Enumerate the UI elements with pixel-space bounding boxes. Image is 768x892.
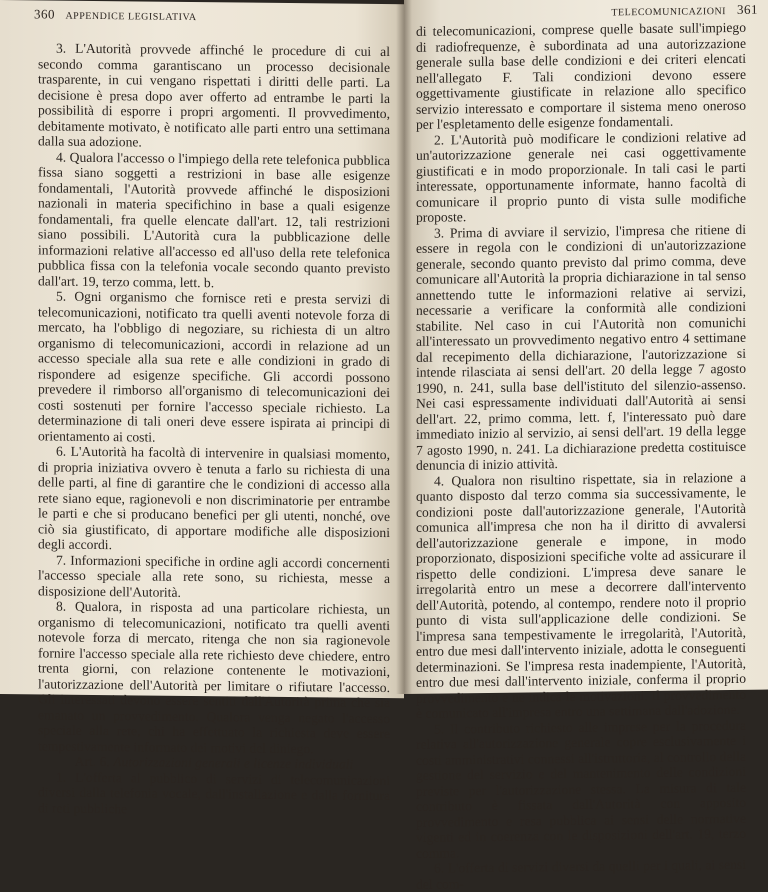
running-head-right bbox=[611, 2, 758, 20]
paragraph: 6. L'offerta di servizi diversi da quelli per i quali, ai sensi del com- bbox=[416, 856, 746, 892]
paragraph: 7. Informazioni specifiche in ordine agli accordi concernenti l'accesso speciale alla rete sono, su richiesta, messe a disposizione dell'Autorità. bbox=[38, 552, 390, 600]
paragraph: 8. Qualora, in risposta ad una particolare richiesta, un organismo di telecomunicazioni, notificato tra quelli aventi notevole forza di mercato, ritenga che non sia ragionevole fornire l'accesso speciale alla rete richiesto deve chiedere, entro trenta giorni, con relazione contenente le motivazioni, l'autorizzazione dell'Autorità per limitare o rifiutare l'accesso. Gli interessati devono essere sentiti dall'Autorità prima che sia emanato un provvedimento. Qualora venga negato l'accesso speciale alla rete, chi ha effettuato la richiesta deve essere tempestivamente informato dei motivi del diniego. bbox=[38, 598, 390, 756]
page-number-left: 360 bbox=[34, 6, 55, 22]
page-number-right: 361 bbox=[737, 1, 758, 17]
article-number: Art. 6. bbox=[74, 753, 110, 770]
left-page bbox=[0, 0, 404, 816]
left-text-column bbox=[38, 40, 390, 819]
paragraph: 1. L'offerta al pubblico di servizi di telecomunicazioni diversi dalla telefonia vocale, dall'installazione e dalla fornitura di reti pubbliche bbox=[38, 769, 390, 816]
running-head-left bbox=[34, 6, 197, 24]
right-page bbox=[404, 0, 768, 892]
article-title: Autorizzazioni generali e licenze individuali bbox=[113, 754, 354, 772]
paragraph: 3. L'Autorità provvede affinché le procedure di cui al secondo comma garantiscano un processo decisionale trasparente, in cui vengano rispettati i diritti delle parti. La decisione è presa dopo aver offerto ad entrambe le parti la possibilità di esporre i propri argomenti. Il provvedimento, debitamente motivato, è notificato alle parti entro una settimana dalla sua adozione. bbox=[38, 40, 390, 150]
paragraph: 2. L'Autorità può modificare le condizioni relative ad un'autorizzazione generale nei casi oggettivamente giustificati e in modo proporzionale. In tali casi le parti interessate, opportunamente informate, hanno facoltà di comunicare il proprio punto di vista sulle modifiche proposte. bbox=[416, 128, 746, 225]
paragraph: di telecomunicazioni, comprese quelle basate sull'impiego di radiofrequenze, è subordinata ad una autorizzazione generale sulla base delle condizioni e dei criteri elencati nell'allegato F. Tali condizioni devono essere oggettivamente giustificate in relazione allo specifico servizio interessato e comportare il sistema meno oneroso per l'espletamento delle esigenze fondamentali. bbox=[416, 19, 746, 132]
paragraph: 6. L'Autorità ha facoltà di intervenire in qualsiasi momento, di propria iniziativa ovvero è tenuta a farlo su richiesta di una delle parti, al fine di garantire che le condizioni di accesso alla rete siano eque, ragionevoli e non discriminatorie per entrambe le parti e che si producano benefici per gli utenti, nonché, ove ciò sia giustificato, di apportare modifiche alle disposizioni degli accordi. bbox=[38, 443, 390, 553]
paragraph: 3. Prima di avviare il servizio, l'impresa che ritiene di essere in regola con le condizioni di un'autorizzazione generale, secondo quanto previsto dal primo comma, deve comunicare all'Autorità la propria dichiarazione in tal senso annettendo tutte le informazioni relative ai servizi, necessarie a verificare la conformità alle condizioni stabilite. Nel caso in cui l'Autorità non comunichi all'interessato un provvedimento negativo entro 4 settimane dal recepimento della dichiarazione, l'autorizzazione si intende rilasciata ai sensi dell'art. 20 della legge 7 agosto 1990, n. 241, sulla base dell'istituto del silenzio-assenso. Nei casi espressamente individuati dall'Autorità ai sensi dell'art. 22, primo comma, lett. f, l'interessato può dare immediato inizio al servizio, ai sensi dell'art. 19 della legge 7 agosto 1990, n. 241. La dichiarazione predetta costituisce denuncia di inizio attività. bbox=[416, 221, 746, 473]
paragraph: 5. Il contributo richiesto alle imprese per la procedura relativa all'autorizzazione generale copre esclusivamente i costi amministrativi connessi all'istruttoria, al controllo della gestione del servizio e del mantenimento delle condizioni previste per l'autorizzazione stessa. La misura di tale contributo è fissata dall'Autorità con apposito provvedimento e resa pubblica ai sensi delle normative vigenti ed in coerenza con le disposizioni dell'art. 19, terzo comma. bbox=[416, 717, 746, 861]
paragraph: 4. Qualora non risultino rispettate, sia in relazione a quanto disposto dal terzo comma sia successivamente, le condizioni poste dall'autorizzazione generale, l'Autorità comunica all'impresa che non ha il diritto di avvalersi dell'autorizzazione generale e impone, in modo proporzionato, disposizioni specifiche volte ad assicurare il rispetto delle condizioni. L'impresa deve sanare le irregolarità entro un mese a decorrere dall'intervento dell'Autorità, potendo, al contempo, rendere noto il proprio punto di vista sull'applicazione delle condizioni. Se l'impresa sana tempestivamente le irregolarità, l'Autorità, entro due mesi dall'intervento iniziale, adotta le conseguenti determinazioni. Se l'impresa resta inadempiente, l'Autorità, entro due mesi dall'intervento iniziale, conferma il proprio provvedimento e ne indica le motivazioni. Il provvedimento è comunicato all'impresa entro una settimana dall'adozione. bbox=[416, 469, 746, 721]
right-text-column bbox=[416, 20, 746, 892]
paragraph: 4. Qualora l'accesso o l'impiego della rete telefonica pubblica fissa siano soggetti a restrizioni in base alle esigenze fondamentali, l'Autorità provvede affinché le disposizioni nazionali in materia specifichino in base a quali esigenze fondamentali, fra quelle elencate dall'art. 12, tali restrizioni siano possibili. L'Autorità cura la pubblicazione delle informazioni relative all'accesso ed all'uso della rete telefonica pubblica fissa con la telefonia vocale secondo quanto previsto dall'art. 19, terzo comma, lett. b. bbox=[38, 149, 390, 290]
running-head-title-left: APPENDICE LEGISLATIVA bbox=[65, 10, 197, 24]
running-head-title-right: TELECOMUNICAZIONI bbox=[611, 6, 726, 19]
paragraph: 5. Ogni organismo che fornisce reti e presta servizi di telecomunicazioni, notificato tra quelli aventi notevole forza di mercato, ha l'obbligo di negoziare, su richiesta di un altro organismo di telecomunicazioni, accordi in relazione ad un accesso speciale alla sua rete e alle condizioni in grado di rispondere ad esigenze specifiche. Gli accordi possono prevedere il rimborso all'organismo di telecomunicazioni dei costi sostenuti per fornire l'accesso speciale richiesto. La determinazione di tali oneri deve essere ispirata ai principi di orientamento ai costi. bbox=[38, 288, 390, 445]
